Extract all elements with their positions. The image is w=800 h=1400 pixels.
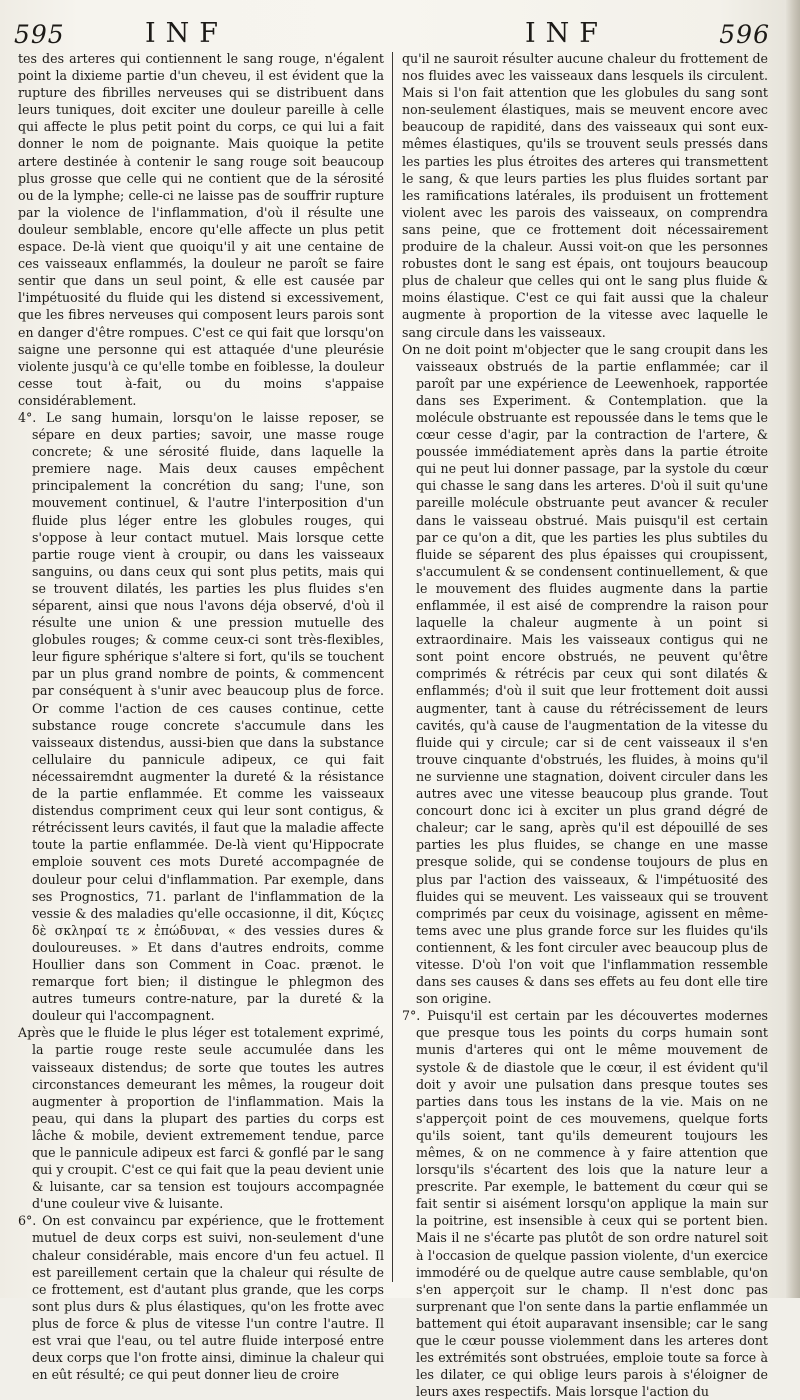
left-column (18, 50, 384, 1383)
paragraph: qu'il ne sauroit résulter aucune chaleur du frottement de nos fluides avec les vaisseaux dans lesquels ils circulent. Mais si l'on fait attention que les globules du sang sont non-seulement élastiques, mais se meuvent encore avec beaucoup de rapidité, dans des vaisseaux qui sont eux-mêmes élastiques, qu'ils se trouvent seuls pressés dans les parties les plus étroites des arteres qui transmettent le sang, & que leurs parties les plus fluides sortant par les ramifications latérales, ils produisent un frottement violent avec les parois des vaisseaux, on comprendra sans peine, que ce frottement doit nécessairement produire de la chaleur. Aussi voit-on que les personnes robustes dont le sang est épais, ont toujours beaucoup plus de chaleur que celles qui ont le sang plus fluide & moins élastique. C'est ce qui fait aussi que la chaleur augmente à proportion de la vitesse avec laquelle le sang circule dans les vaisseaux. (402, 51, 768, 340)
paragraph: 4°. Le sang humain, lorsqu'on le laisse reposer, se sépare en deux parties; savoir, une masse rouge concrete; & une sérosité fluide, dans laquelle la premiere nage. Mais deux causes empêchent principalement la concrétion du sang; l'une, son mouvement continuel, & l'autre l'interposition d'un fluide plus léger entre les globules rouges, qui s'oppose à leur contact mutuel. Mais lorsque cette partie rouge vient à croupir, ou dans les vaisseaux sanguins, ou dans ceux qui sont plus petits, mais qui se trouvent dilatés, les parties les plus fluides s'en séparent, ainsi que nous l'avons déja observé, d'où il résulte une union & une pression mutuelle des globules rouges; & comme ceux-ci sont très-flexibles, leur figure sphérique s'altere si fort, qu'ils se touchent par un plus grand nombre de points, & commencent par conséquent à s'unir avec beaucoup plus de force. Or comme l'action de ces causes continue, cette substance rouge concrete s'accumule dans les vaisseaux distendus, aussi-bien que dans la substance cellulaire du pannicule adipeux, ce qui fait nécessairemdnt augmenter la dureté & la résistance de la partie enflammée. Et comme les vaisseaux distendus compriment ceux qui leur sont contigus, & rétrécissent leurs cavités, il faut que la maladie affecte toute la partie enflammée. De-là vient qu'Hippocrate emploie souvent ces mots Dureté accompagnée de douleur pour celui d'inflammation. Par exemple, dans ses Prognostics, 71. parlant de l'inflammation de la vessie & des maladies qu'elle occasionne, il dit, Κύςιες δὲ σκληραί τε ϰ ἐπώδυναι, « des vessies dures & douloureuses. » Et dans d'autres endroits, comme Houllier dans son Comment in Coac. prænot. le remarque fort bien; il distingue le phlegmon des autres tumeurs contre-nature, par la dureté & la douleur qui l'accompagnent. (18, 409, 384, 1024)
paragraph: Après que le fluide le plus léger est totalement exprimé, la partie rouge reste seule accumulée dans les vaisseaux distendus; de sorte que toutes les autres circonstances demeurant les mêmes, la rougeur doit augmenter à proportion de l'inflammation. Mais la peau, qui dans la plupart des parties du corps est lâche & mobile, devient extremement tendue, parce que le pannicule adipeux est farci & gonflé par le sang qui y croupit. C'est ce qui fait que la peau devient unie & luisante, car sa tension est toujours accompagnée d'une couleur vive & luisante. (18, 1025, 384, 1212)
paragraph: 7°. Puisqu'il est certain par les découvertes modernes que presque tous les points du corps humain sont munis d'arteres qui ont le même mouvement de systole & de diastole que le cœur, il est évident qu'il doit y avoir une pulsation dans presque toutes ses parties dans tous les instans de la vie. Mais on ne s'apperçoit point de ces mouvemens, quelque forts qu'ils soient, tant qu'ils demeurent toujours les mêmes, & on ne commence à y faire attention que lorsqu'ils s'écartent des lois que la nature leur a prescrite. Par exemple, le battement du cœur qui se fait sentir si aisément lorsqu'on applique la main sur la poitrine, est insensible à ceux qui se portent bien. Mais il ne s'écarte pas plutôt de son ordre naturel soit à l'occasion de quelque passion violente, d'un exercice immodéré ou de quelque autre cause semblable, qu'on s'en apperçoit sur le champ. Il n'est donc pas surprenant que l'on sente dans la partie enflammée un battement qui étoit auparavant insensible; car le sang que le cœur pousse violemment dans les arteres dont les extrémités sont obstruées, emploie toute sa force à les dilater, ce qui oblige leurs parois à s'éloigner de leurs axes respectifs. Mais lorsque l'action du (402, 1008, 768, 1400)
right-column (402, 50, 768, 1400)
column-divider (392, 52, 393, 1282)
left-running-head: INF (145, 18, 229, 49)
page-header (0, 18, 786, 52)
right-page-number: 596 (719, 20, 770, 49)
paragraph: On ne doit point m'objecter que le sang croupit dans les vaisseaux obstrués de la partie enflammée; car il paroît par une expérience de Leewenhoek, rapportée dans ses Experiment. & Contemplation. que la molécule obstruante est repoussée dans le tems que le cœur cesse d'agir, par la contraction de l'artere, & poussée immédiatement après dans la partie étroite qui ne peut lui donner passage, par la systole du cœur qui chasse le sang dans les arteres. D'où il suit qu'une pareille molécule obstruante peut avancer & reculer dans le vaisseau obstrué. Mais puisqu'il est certain par ce qu'on a dit, que les parties les plus subtiles du fluide se séparent des plus épaisses qui croupissent, s'accumulent & se condensent continuellement, & que le mouvement des fluides augmente dans la partie enflammée, il est aisé de comprendre la raison pour laquelle la chaleur augmente à un point si extraordinaire. Mais les vaisseaux contigus qui ne sont point encore obstrués, ne peuvent qu'être comprimés & rétrécis par ceux qui sont dilatés & enflammés; d'où il suit que leur frottement doit aussi augmenter, tant à cause du rétrécissement de leurs cavités, qu'à cause de l'augmentation de la vitesse du fluide qui y circule; car si de cent vaisseaux il s'en trouve cinquante d'obstrués, les fluides, à moins qu'il ne survienne une stagnation, doivent circuler dans les autres avec une vitesse beaucoup plus grande. Tout concourt donc ici à exciter un plus grand dégré de chaleur; car le sang, après qu'il est dépouillé de ses parties les plus fluides, se change en une masse presque solide, qui se condense toujours de plus en plus par l'action des vaisseaux, & l'impétuosité des fluides qui se meuvent. Les vaisseaux qui se trouvent comprimés par ceux du voisinage, agissent en même-tems avec une plus grande force sur les fluides qu'ils contiennent, & les font circuler avec beaucoup plus de vitesse. D'où l'on voit que l'inflammation ressemble dans ses causes & dans ses effets au feu dont elle tire son origine. (402, 341, 768, 1007)
paragraph: tes des arteres qui contiennent le sang rouge, n'égalent point la dixieme partie d'un cheveu, il est évident que la rupture des fibrilles nerveuses qui se distribuent dans leurs tuniques, doit exciter une douleur pareille à celle qui affecte le plus petit point du corps, ce qui lui a fait donner le nom de poignante. Mais quoique la petite artere destinée à contenir le sang rouge soit beaucoup plus grosse que celle qui ne contient que de la sérosité ou de la lymphe; celle-ci ne laisse pas de souffrir rupture par la violence de l'inflammation, d'où il résulte une douleur semblable, encore qu'elle affecte un plus petit espace. De-là vient que quoiqu'il y ait une centaine de ces vaisseaux enflammés, la douleur ne paroît se faire sentir que dans un seul point, & elle est causée par l'impétuosité du fluide qui les distend si excessivement, que les fibres nerveuses qui composent leurs parois sont en danger d'être rompues. C'est ce qui fait que lorsqu'on saigne une personne qui est attaquée d'une pleurésie violente jusqu'à ce qu'elle tombe en foiblesse, la douleur cesse tout à-fait, ou du moins s'appaise considérablement. (18, 51, 384, 408)
paragraph: 6°. On est convaincu par expérience, que le frottement mutuel de deux corps est suivi, non-seulement d'une chaleur considérable, mais encore d'un feu actuel. Il est pareillement certain que la chaleur qui résulte de ce frottement, est d'autant plus grande, que les corps sont plus durs & plus élastiques, qu'on les frotte avec plus de force & plus de vitesse l'un contre l'autre. Il est vrai que l'eau, ou tel autre fluide interposé entre deux corps que l'on frotte ainsi, diminue la chaleur qui en eût résulté; ce qui peut donner lieu de croire (18, 1213, 384, 1383)
page-edge (786, 0, 800, 1298)
left-page-number: 595 (14, 20, 65, 49)
right-running-head: INF (525, 18, 609, 49)
